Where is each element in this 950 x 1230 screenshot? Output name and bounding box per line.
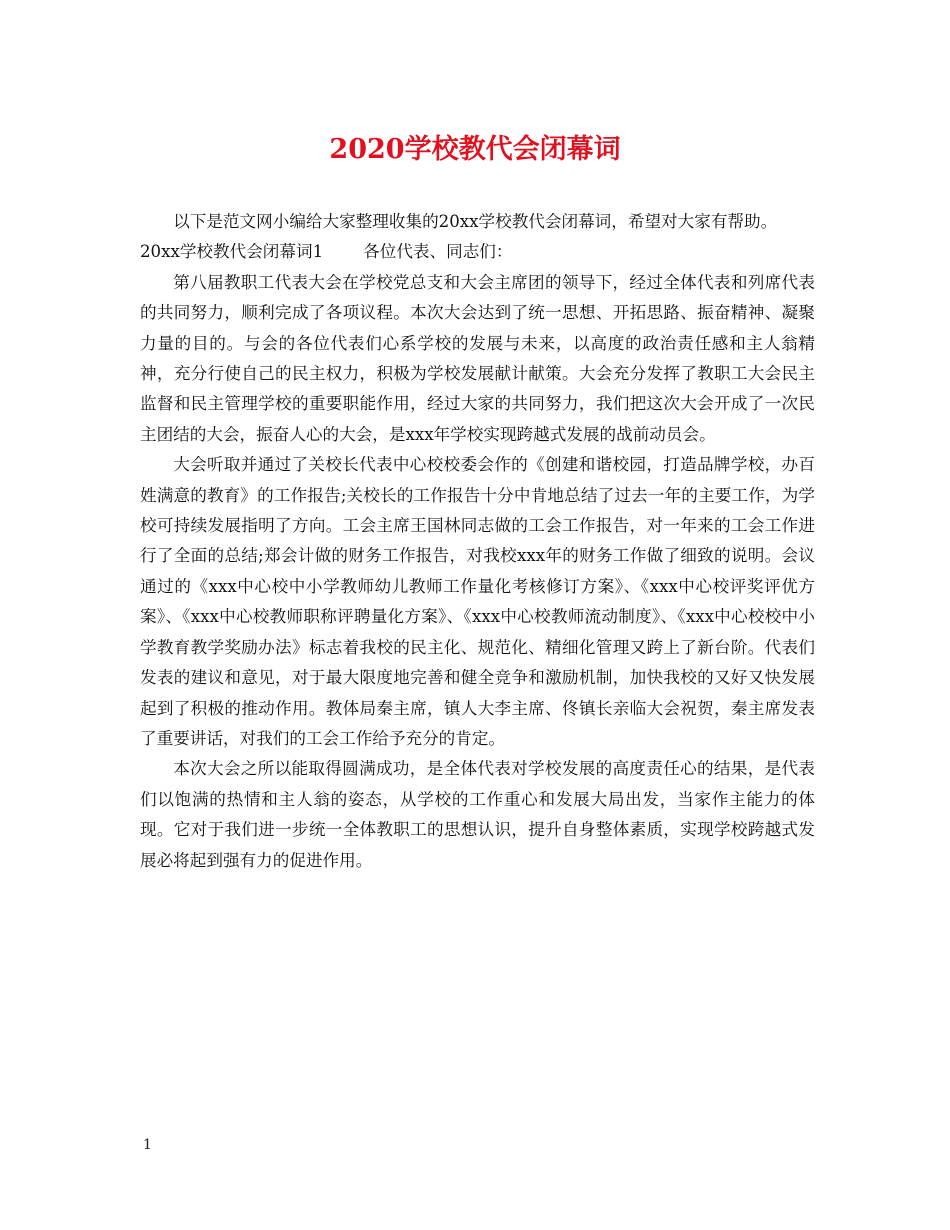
body-paragraph-1: 第八届教职工代表大会在学校党总支和大会主席团的领导下，经过全体代表和列席代表的共同努力，顺利完成了各项议程。本次大会达到了统一思想、开拓思路、振奋精神、凝聚力量的目的。与会的各位代表们心系学校的发展与未来，以高度的政治责任感和主人翁精神，充分行使自己的民主权力，积极为学校发展献计献策。大会充分发挥了教职工大会民主监督和民主管理学校的重要职能作用，经过大家的共同努力，我们把这次大会开成了一次民主团结的大会，振奋人心的大会，是xxx年学校实现跨越式发展的战前动员会。 [140, 272, 815, 444]
document-body [140, 207, 815, 876]
salutation: 各位代表、同志们： [363, 242, 513, 262]
section-heading: 20xx学校教代会闭幕词1 [140, 242, 324, 262]
body-paragraph-2: 大会听取并通过了关校长代表中心校校委会作的《创建和谐校园，打造品牌学校，办百姓满意的教育》的工作报告;关校长的工作报告十分中肯地总结了过去一年的主要工作，为学校可持续发展指明了方向。工会主席王国林同志做的工会工作报告，对一年来的工会工作进行了全面的总结;郑会计做的财务工作报告，对我校xxx年的财务工作做了细致的说明。会议通过的《xxx中心校中小学教师幼儿教师工作量化考核修订方案》、《xxx中心校评奖评优方案》、《xxx中心校教师职称评聘量化方案》、《xxx中心校教师流动制度》、《xxx中心校校中小学教育教学奖励办法》标志着我校的民主化、规范化、精细化管理又跨上了新台阶。代表们发表的建议和意见，对于最大限度地完善和健全竞争和激励机制，加快我校的又好又快发展起到了积极的推动作用。教体局秦主席，镇人大李主席、佟镇长亲临大会祝贺，秦主席发表了重要讲话，对我们的工会工作给予充分的肯定。 [140, 455, 815, 748]
document-title: 2020学校教代会闭幕词 [329, 134, 621, 165]
intro-paragraph: 以下是范文网小编给大家整理收集的20xx学校教代会闭幕词，希望对大家有帮助。 [173, 212, 778, 231]
section-heading-line [140, 237, 815, 267]
page-number: 1 [143, 1137, 152, 1153]
body-paragraph-3: 本次大会之所以能取得圆满成功，是全体代表对学校发展的高度责任心的结果，是代表们以饱满的热情和主人翁的姿态，从学校的工作重心和发展大局出发，当家作主能力的体现。它对于我们进一步统一全体教职工的思想认识，提升自身整体素质，实现学校跨越式发展必将起到强有力的促进作用。 [140, 759, 815, 870]
